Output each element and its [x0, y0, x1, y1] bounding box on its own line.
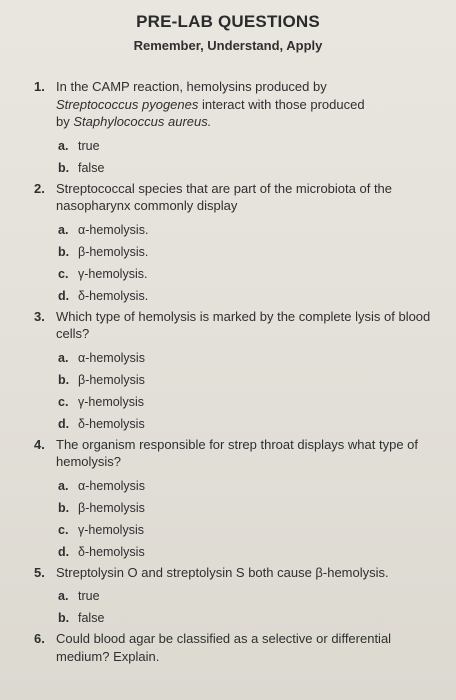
- option-letter: c.: [58, 394, 69, 409]
- option-item: [58, 519, 444, 541]
- question-line: In the CAMP reaction, hemolysins produced by: [56, 79, 327, 94]
- option-text: α-hemolysis: [78, 478, 145, 493]
- option-list: [58, 219, 444, 307]
- option-list: [58, 347, 444, 435]
- option-text: δ-hemolysis: [78, 416, 145, 431]
- question-5: [34, 564, 444, 630]
- option-item: [58, 497, 444, 519]
- option-text: γ-hemolysis: [78, 522, 144, 537]
- question-number: 2.: [34, 180, 45, 196]
- option-item: [58, 285, 444, 307]
- option-item: [58, 369, 444, 391]
- option-item: [58, 541, 444, 563]
- question-text: Which type of hemolysis is marked by the complete lysis of blood cells?: [56, 308, 431, 341]
- option-item: [58, 219, 444, 241]
- question-3: [34, 308, 444, 435]
- question-number: 5.: [34, 564, 45, 580]
- option-text: true: [78, 138, 100, 153]
- question-text: The organism responsible for strep throat displays what type of hemolysis?: [56, 436, 419, 469]
- option-text: β-hemolysis: [78, 500, 145, 515]
- option-list: [58, 475, 444, 563]
- option-letter: b.: [58, 611, 70, 625]
- option-text: true: [78, 589, 100, 603]
- question-number: 1.: [34, 79, 45, 94]
- option-letter: b.: [58, 500, 70, 515]
- option-text: δ-hemolysis: [78, 544, 145, 559]
- option-letter: a.: [58, 138, 69, 153]
- question-line: by: [56, 114, 74, 129]
- option-item: [58, 241, 444, 263]
- option-item: [58, 157, 444, 179]
- page-title: PRE-LAB QUESTIONS: [136, 12, 320, 31]
- option-letter: a.: [58, 222, 69, 237]
- option-text: δ-hemolysis.: [78, 288, 149, 303]
- question-list: [34, 78, 444, 665]
- option-letter: a.: [58, 478, 69, 493]
- option-letter: d.: [58, 416, 70, 431]
- option-letter: b.: [58, 160, 70, 175]
- option-text: α-hemolysis: [78, 350, 145, 365]
- option-letter: d.: [58, 288, 70, 303]
- option-letter: d.: [58, 544, 70, 559]
- question-4: [34, 436, 444, 563]
- option-item: [58, 135, 444, 157]
- question-text: Streptolysin O and streptolysin S both cause β-hemolysis.: [56, 564, 389, 580]
- option-item: [58, 391, 444, 413]
- option-text: β-hemolysis: [78, 372, 145, 387]
- question-1: [34, 78, 444, 179]
- option-text: false: [78, 611, 105, 625]
- option-item: [58, 263, 444, 285]
- option-text: β-hemolysis.: [78, 244, 149, 259]
- option-item: [58, 607, 444, 629]
- question-number: 3.: [34, 308, 45, 324]
- option-letter: a.: [58, 589, 69, 603]
- species-name: Staphylococcus aureus.: [73, 114, 212, 129]
- question-text: [56, 78, 444, 131]
- question-6: [34, 630, 444, 665]
- option-letter: c.: [58, 522, 69, 537]
- question-number: 4.: [34, 436, 45, 452]
- option-list: [58, 135, 444, 179]
- option-letter: b.: [58, 244, 70, 259]
- option-text: false: [78, 160, 105, 175]
- option-letter: a.: [58, 350, 69, 365]
- option-list: [58, 585, 444, 629]
- question-text: Could blood agar be classified as a selective or differential medium? Explain.: [56, 631, 392, 664]
- option-text: α-hemolysis.: [78, 222, 149, 237]
- option-item: [58, 475, 444, 497]
- option-item: [58, 347, 444, 369]
- option-text: γ-hemolysis.: [78, 266, 148, 281]
- option-letter: b.: [58, 372, 70, 387]
- option-item: [58, 413, 444, 435]
- option-letter: c.: [58, 266, 69, 281]
- page-subtitle: Remember, Understand, Apply: [133, 38, 323, 53]
- option-item: [58, 585, 444, 607]
- species-name: Streptococcus pyogenes: [56, 96, 199, 112]
- question-number: 6.: [34, 631, 45, 646]
- question-2: [34, 180, 444, 307]
- option-text: γ-hemolysis: [78, 394, 144, 409]
- question-line: interact with those produced: [198, 96, 365, 112]
- question-text: Streptococcal species that are part of the microbiota of the nasopharynx commonly display: [56, 180, 393, 213]
